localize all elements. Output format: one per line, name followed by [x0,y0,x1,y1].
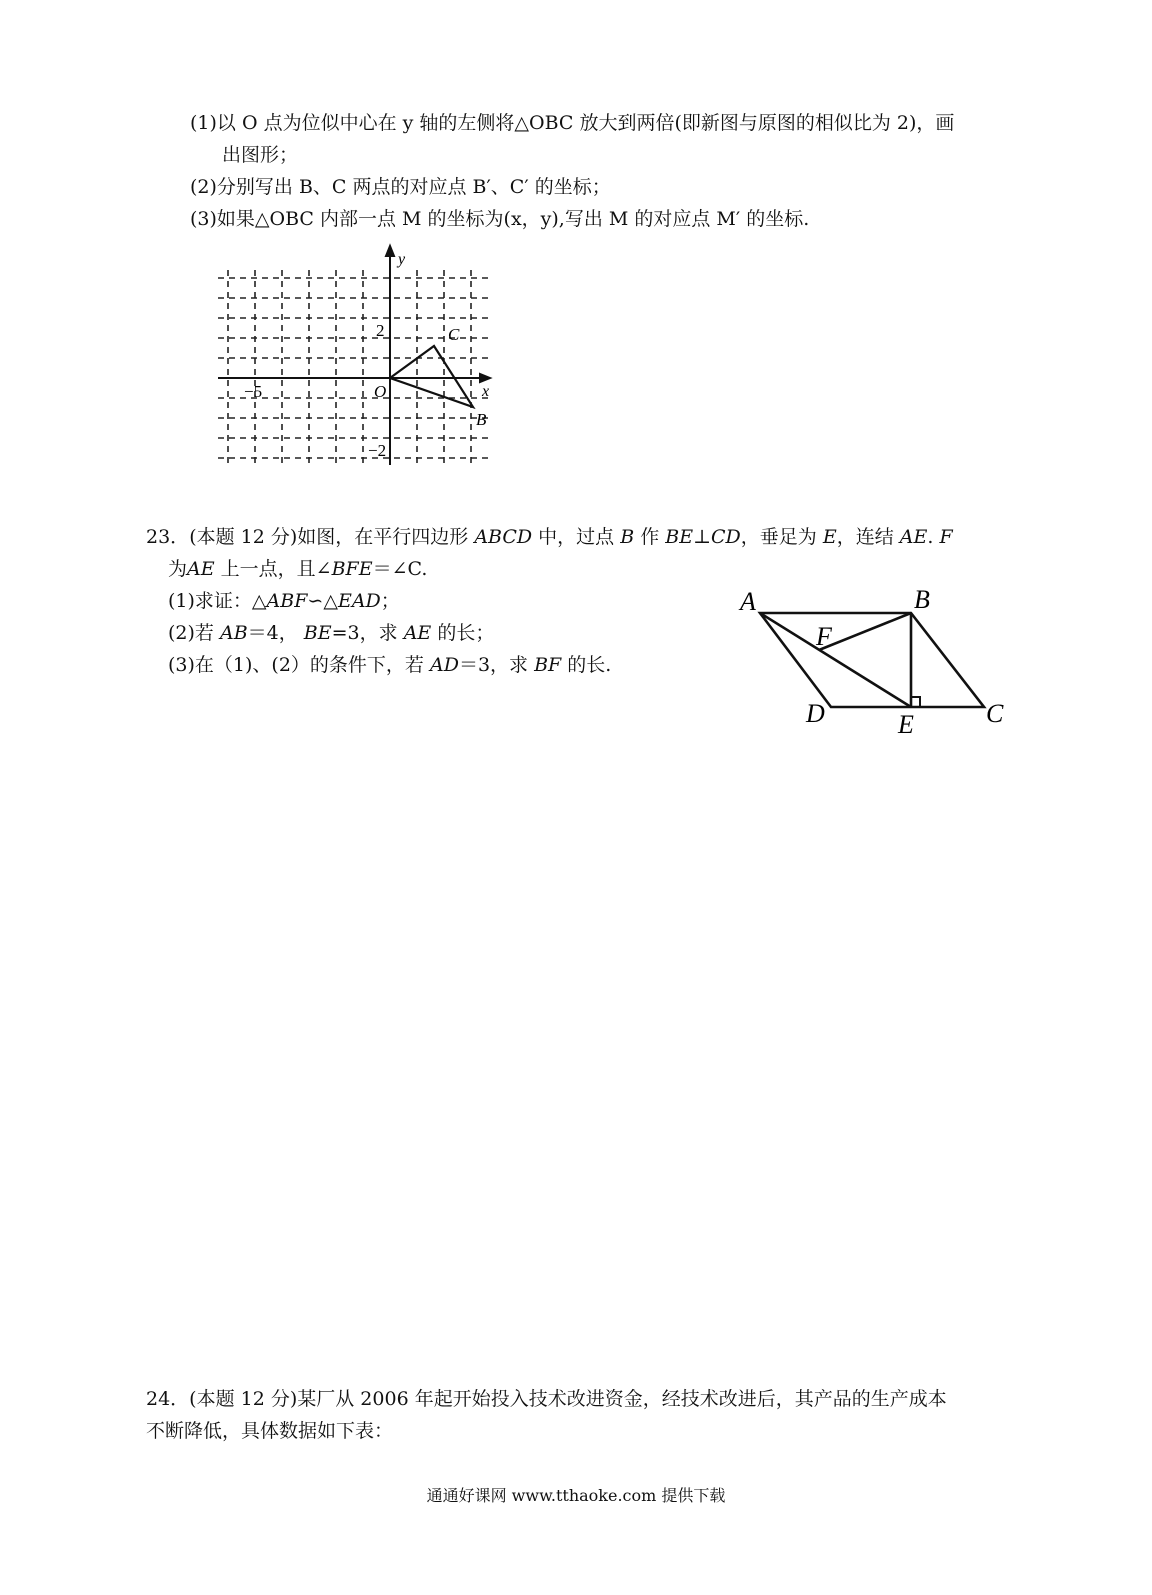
tick-y-2: 2 [376,321,385,340]
q24-line1: 24．(本题 12 分)某厂从 2006 年起开始投入技术改进资金，经技术改进后，其产品的生产成本 [146,1388,947,1410]
q23-var: BE [665,526,694,548]
q23-text: 的长； [431,622,495,644]
q23-text: (1)求证：△ [168,590,267,612]
q23-var: AD [429,654,459,676]
q22-item2: (2)分别写出 B、C 两点的对应点 B′、C′ 的坐标； [190,176,611,198]
q23-text: ＝4， [247,622,304,644]
q24-line2: 不断降低，具体数据如下表： [146,1420,394,1442]
q23-text: (3)在（1)、(2）的条件下，若 [168,654,430,676]
q22-item1-line2: 出图形； [222,144,299,166]
q23-text: 的长. [561,654,612,676]
page-footer: 通通好课网 www.tthaoke.com 提供下载 [426,1486,726,1505]
label-d: D [806,699,825,728]
q23-var: AE [403,622,432,644]
right-angle-mark [911,697,920,707]
q23-var: AE [899,526,928,548]
segment-ae [760,613,911,707]
q23-text: 上一点，且∠ [214,558,332,580]
q23-text: ； [380,590,400,612]
q23-text: 中，过点 [532,526,621,548]
q23-var: CD [711,526,741,548]
q23-var: BE [303,622,332,644]
q23-var: B [620,526,635,548]
q23-text: ＝3，求 [458,654,535,676]
q23-text: 如图，在平行四边形 [297,526,475,548]
tick-y-neg2: −2 [368,441,387,460]
q23-text: (2)若 [168,622,220,644]
tick-x-neg5: −5 [244,382,263,401]
parallelogram-abcd [760,613,984,707]
x-axis-label: x [482,383,490,400]
q22-item1-line1: (1)以 O 点为位似中心在 y 轴的左侧将△OBC 放大到两倍(即新图与原图的相似比为 2)，画 [190,112,955,134]
q23-text: ，垂足为 [740,526,823,548]
label-f: F [816,622,832,651]
q23-var: ABF [266,590,308,612]
origin-label: O [374,382,387,401]
q23-text: ⊥ [693,526,712,548]
q23-score: (本题 12 分) [189,526,298,548]
q23-text: 作 [634,526,666,548]
q23-var: AE [187,558,215,580]
point-c-label: C [448,325,460,344]
q23-var: F [939,526,953,548]
q23-text: ＝∠C. [372,558,428,580]
q23-number: 23． [146,526,190,548]
q23-var: AB [219,622,248,644]
q23-var: BF [534,654,562,676]
q23-var: ABCD [474,526,533,548]
q23-text: 为 [168,558,188,580]
q23-var: BFE [331,558,373,580]
y-axis-label: y [398,251,406,268]
q23-text: =3，求 [331,622,404,644]
q23-text: . [927,526,940,548]
q22-item3: (3)如果△OBC 内部一点 M 的坐标为(x，y),写出 M 的对应点 M′ 的坐标. [190,208,810,230]
q23-var: E [822,526,837,548]
q23-var: EAD [337,590,381,612]
label-c: C [986,699,1004,728]
label-a: A [740,587,756,616]
segment-bf [819,613,911,650]
q23-text: ，连结 [836,526,900,548]
label-e: E [898,710,914,739]
label-b: B [914,585,930,614]
q23-text: ∽△ [307,590,338,612]
point-b-label: B [476,410,487,429]
